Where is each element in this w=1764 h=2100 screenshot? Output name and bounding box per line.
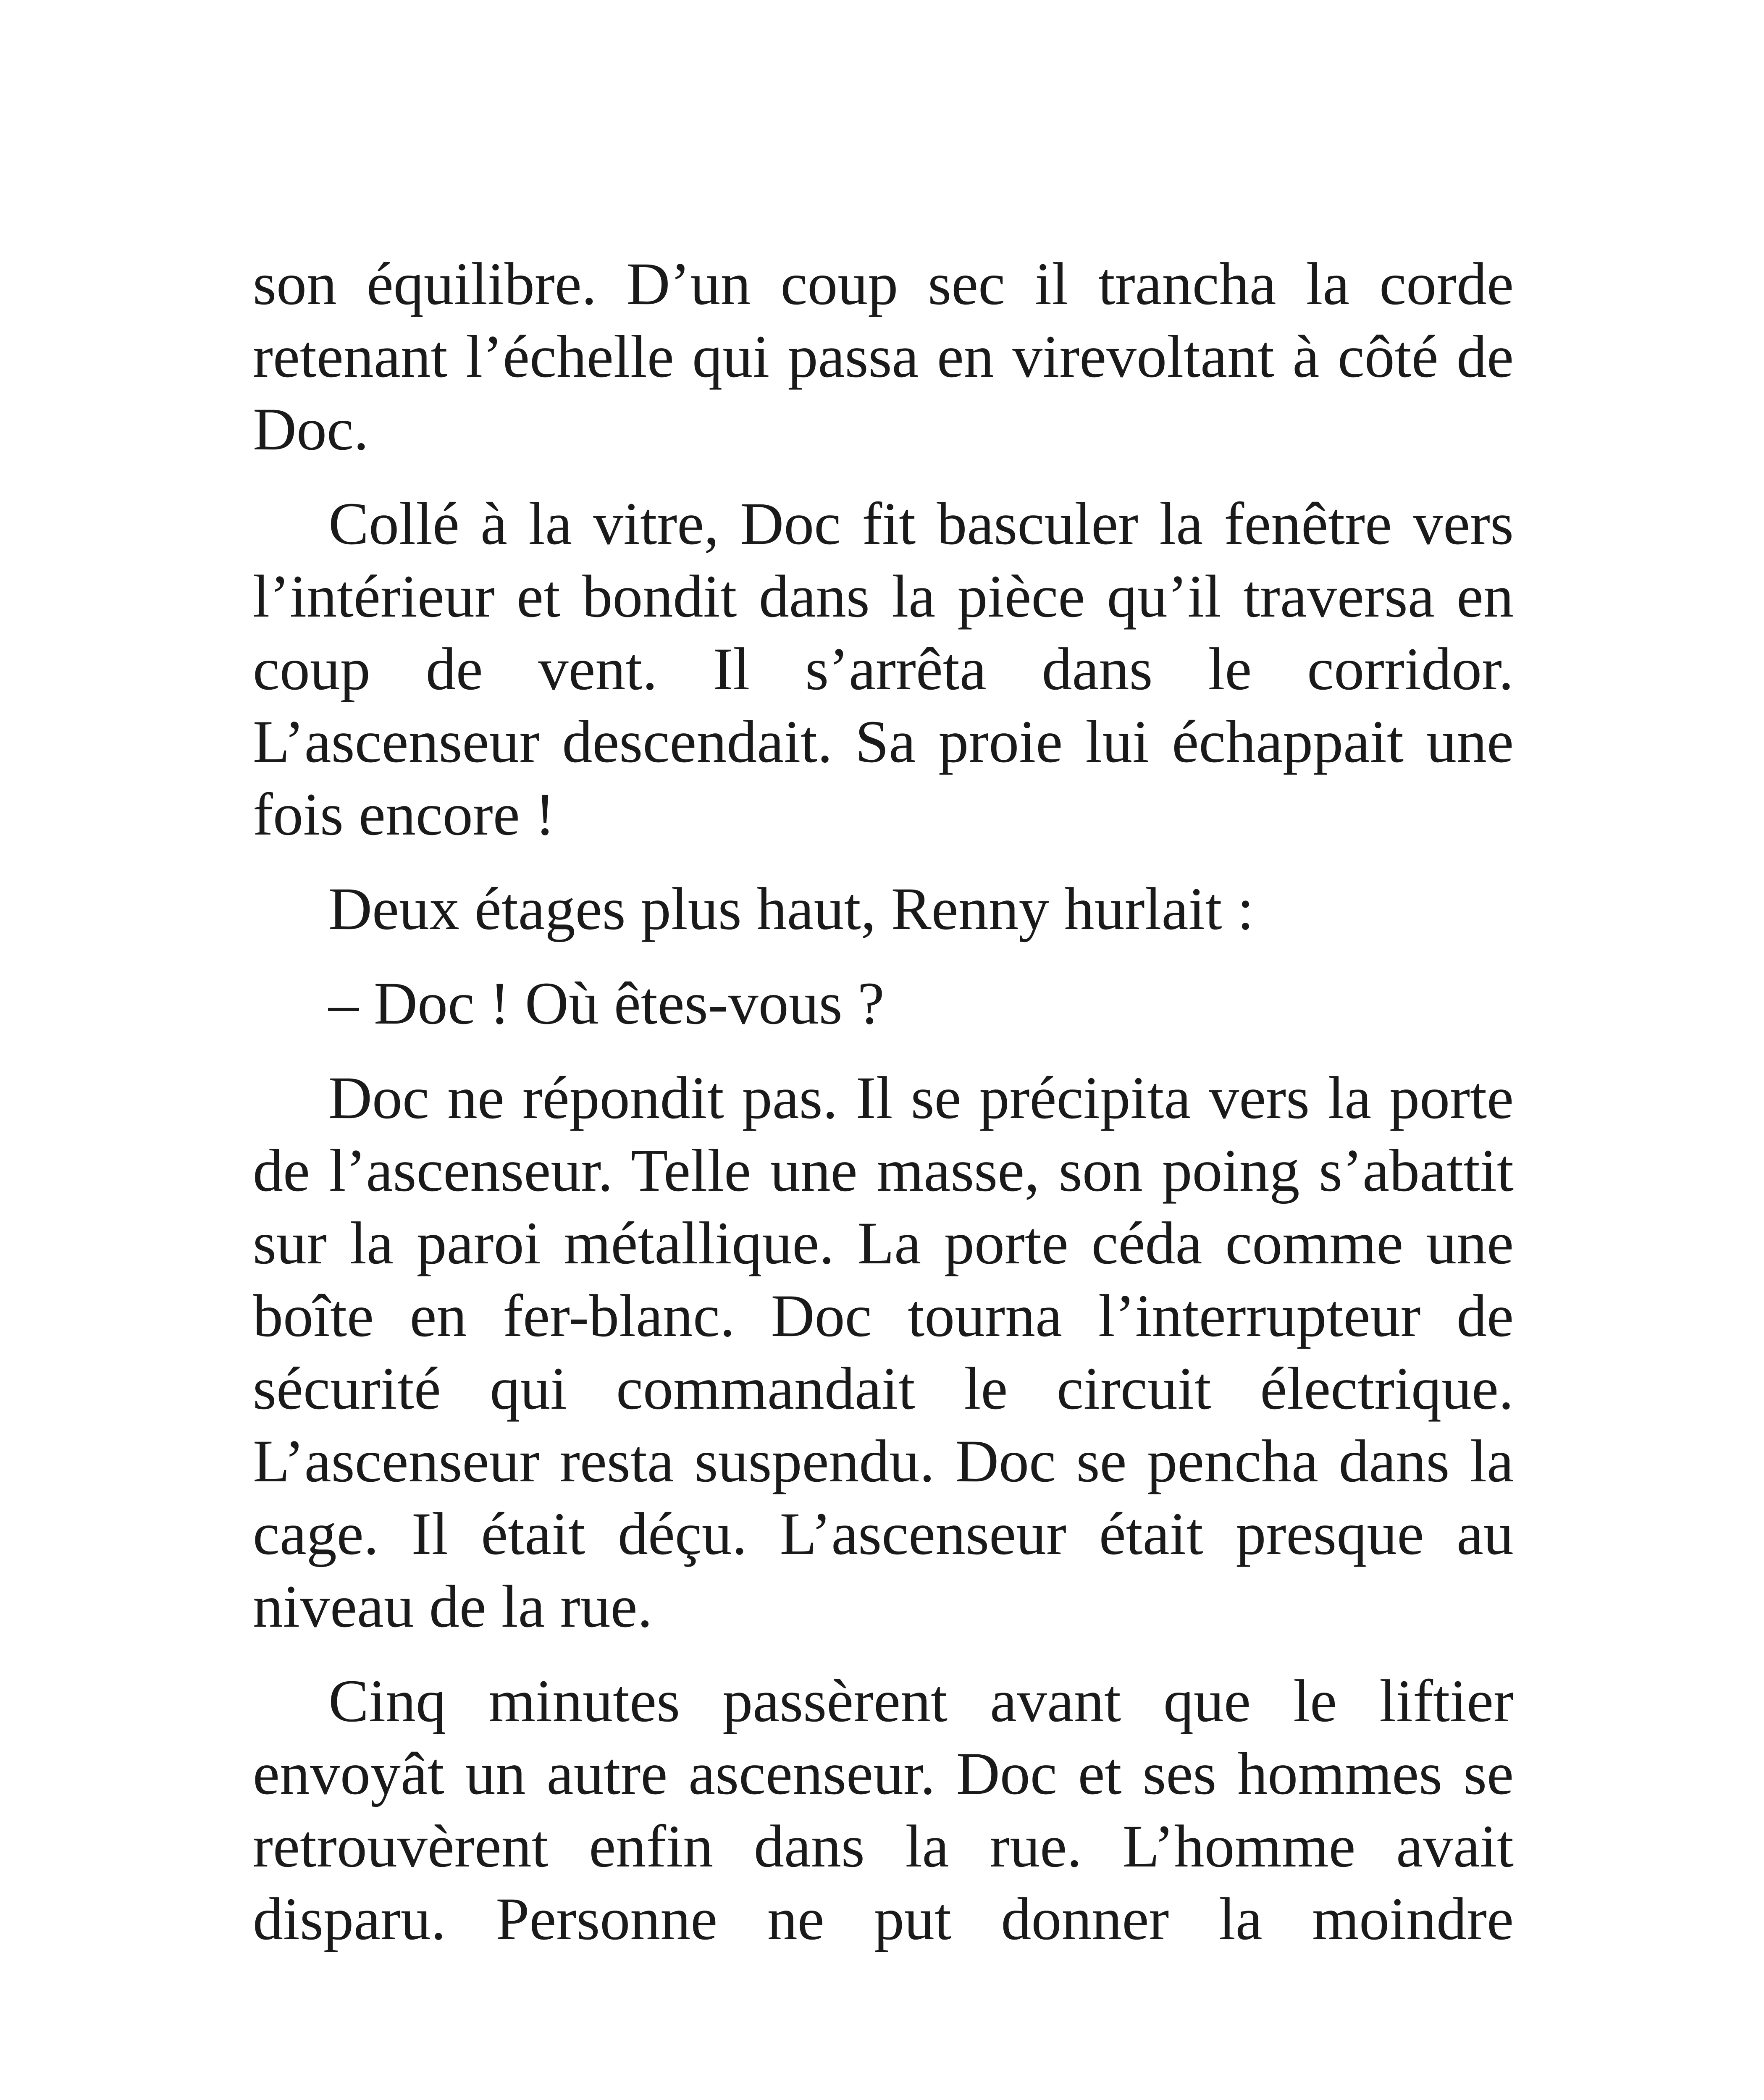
paragraph: Collé à la vitre, Doc fit basculer la fenêtre vers l’intérieur et bondit dans la pièce qu’il traversa en coup de vent. Il s’arrêta dans le corridor. L’ascenseur descendait. Sa proie lui échappait une fois encore ! bbox=[253, 491, 1514, 848]
body-text bbox=[253, 248, 1514, 1977]
paragraph: – Doc ! Où êtes-vous ? bbox=[328, 970, 885, 1037]
paragraph: Cinq minutes passèrent avant que le liftier envoyât un autre ascenseur. Doc et ses hommes se retrouvèrent enfin dans la rue. L’homme avait disparu. Personne ne put donner la moindre bbox=[253, 1668, 1514, 1953]
paragraph: son équilibre. D’un coup sec il trancha la corde retenant l’échelle qui passa en virevoltant à côté de Doc. bbox=[253, 251, 1514, 463]
paragraph: Doc ne répondit pas. Il se précipita vers la porte de l’ascenseur. Telle une masse, son poing s’abattit sur la paroi métallique. La porte céda comme une boîte en fer-blanc. Doc tourna l’interrupteur de sécurité qui commandait le circuit électrique. L’ascenseur resta suspendu. Doc se pencha dans la cage. Il était déçu. L’ascenseur était presque au niveau de la rue. bbox=[253, 1065, 1514, 1640]
paragraph: Deux étages plus haut, Renny hurlait : bbox=[328, 876, 1254, 942]
